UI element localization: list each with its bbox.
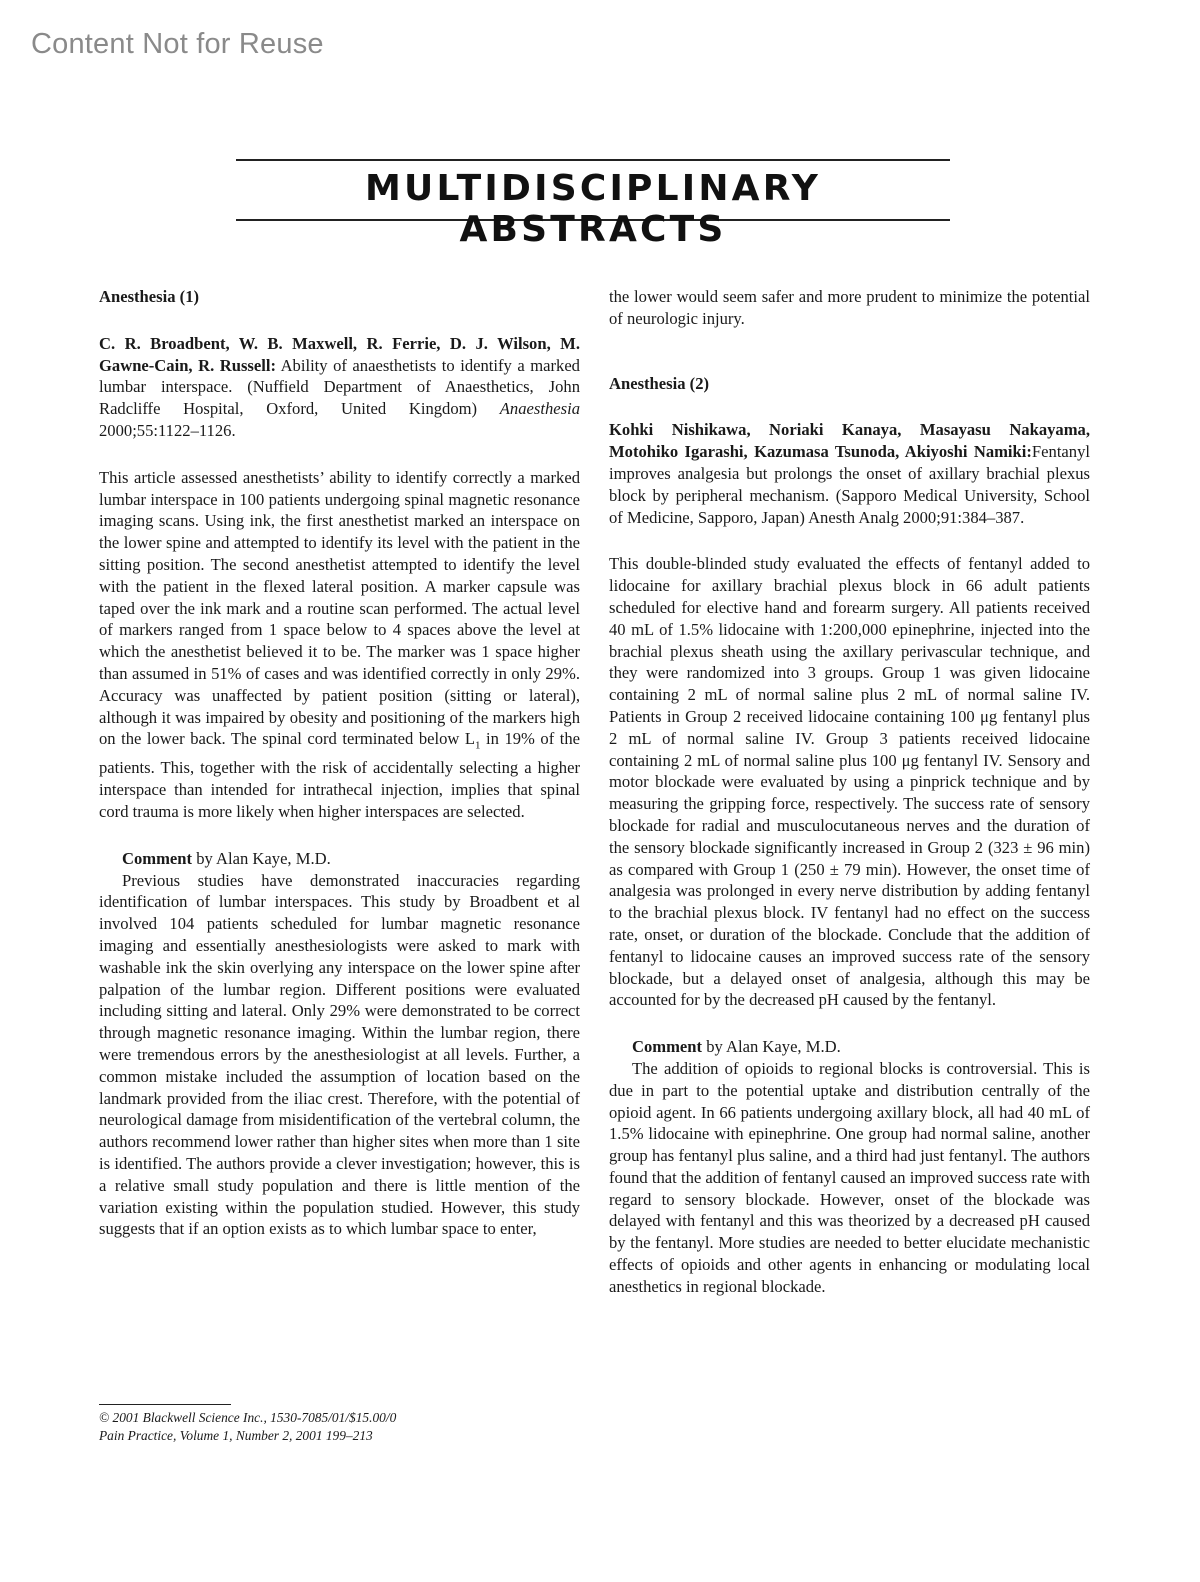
abstract-text-cont: in 19% of the patients. This, together with the risk of accidentally selecting a higher interspace than intended for intrathecal injection, implies that spinal cord trauma is more likely when higher interspaces are selected. (99, 729, 581, 822)
comment-heading (609, 1036, 1090, 1058)
author-list: Kohki Nishikawa, Noriaki Kanaya, Masayasu Nakayama, Motohiko Igarashi, Kazumasa Tsunoda, Akiyoshi Namiki: (609, 420, 1090, 462)
citation (99, 333, 580, 442)
abstract-body: This double-blinded study evaluated the effects of fentanyl added to lidocaine for axillary brachial plexus block in 66 adult patients scheduled for elective hand and forearm surgery. All patients received 40 mL of 1.5% lidocaine with 1:200,000 epinephrine, injected into the brachial plexus sheath using the axillary perivascular technique, and they were randomized into 3 groups. Group 1 was given lidocaine containing 2 mL of normal saline plus 2 mL of normal saline IV. Patients in Group 2 received lidocaine containing 100 μg fentanyl plus 2 mL of normal saline IV. Group 3 patients received lidocaine containing 2 mL of normal saline plus 100 μg fentanyl IV. Sensory and motor blockade were evaluated by using a pinprick technique and by measuring the gripping force, respectively. The success rate of sensory blockade for radial and musculocutaneous nerves and the duration of the sensory blockade significantly increased in Group 2 (323 ± 96 min) as compared with Group 1 (250 ± 79 min). However, the onset time of analgesia was prolonged in every nerve distribution by adding fentanyl to the brachial plexus block. IV fentanyl had no effect on the success rate, onset, or duration of the blockade. Conclude that the addition of fentanyl to lidocaine causes an improved success rate of the sensory blockade, but a delayed onset of analgesia, although this may be accounted for by the decreased pH caused by the fentanyl. (609, 554, 1090, 1010)
footnote-rule (99, 1404, 231, 1405)
section-heading: Anesthesia (1) (99, 287, 200, 306)
comment-heading (99, 848, 580, 870)
author-list: C. R. Broadbent, W. B. Maxwell, R. Ferrie, D. J. Wilson, M. Gawne-Cain, R. Russell: (99, 333, 580, 375)
journal-name: Anaesthesia (499, 399, 580, 419)
comment-label: Comment (122, 848, 193, 868)
citation-text: Ability of anaesthetists to identify a marked lumbar interspace. (Nuffield Department of Anaesthetics, John Radcliffe Hospital, Oxford, United Kingdom) (99, 355, 580, 419)
comment-body: Previous studies have demonstrated inaccuracies regarding identification of lumbar interspaces. This study by Broadbent et al involved 104 patients scheduled for lumbar magnetic resonance imaging and essentially anesthesiologists were asked to mark with washable ink the skin overlying any interspace on the lower spine after palpation of the lumbar region. Different positions were evaluated including sitting and lateral. Only 29% were demonstrated to be correct through magnetic resonance imaging. Within the lumbar region, there were tremendous errors by the anesthesiologist at all levels. Further, a common mistake included the assumption of location based on the landmark provided from the iliac crest. Therefore, with the potential of neurological damage from misidentification of the vertebral column, the authors recommend lower rather than higher sites when more than 1 site is identified. The authors provide a clever investigation; however, this is a relative small study population and there is little mention of the variation existing within the population studied. However, this study suggests that if an option exists as to which lumbar space to enter, (99, 870, 580, 1239)
footnote (99, 1404, 519, 1445)
left-column (99, 286, 580, 1240)
comment-author: by Alan Kaye, M.D. (702, 1037, 841, 1057)
comment-body: The addition of opioids to regional blocks is controversial. This is due in part to the potential uptake and distribution centrally of the opioid agent. In 66 patients undergoing axillary block, all had 40 mL of 1.5% lidocaine with epinephrine. One group had normal saline, another group has fentanyl plus saline, and a third had just fentanyl. The authors found that the addition of fentanyl caused an improved success rate with regard to sensory blockade. However, onset of the blockade was delayed with fentanyl and this was theorized by a decreased pH caused by the fentanyl. More studies are needed to better elucidate mechanistic effects of opioids and other agents in enhancing or modulating local anesthetics in regional blockade. (609, 1058, 1090, 1296)
citation-text: Fentanyl improves analgesia but prolongs the onset of axillary brachial plexus block by peripheral mechanism. (Sapporo Medical University, School of Medicine, Sapporo, Japan) Anesth Analg 2000;91:384–387. (609, 442, 1090, 527)
page-title: MULTIDISCIPLINARY ABSTRACTS (365, 168, 821, 250)
comment-author: by Alan Kaye, M.D. (192, 848, 331, 868)
comment-label: Comment (632, 1037, 703, 1057)
subscript: 1 (475, 739, 481, 752)
copyright-line: © 2001 Blackwell Science Inc., 1530-7085/01/$15.00/0 (99, 1410, 397, 1425)
journal-ref: 2000;55:1122–1126. (99, 420, 236, 440)
citation (609, 419, 1090, 528)
watermark: Content Not for Reuse (31, 28, 324, 60)
section-heading: Anesthesia (2) (609, 373, 710, 393)
abstract-body (99, 467, 580, 823)
title-banner (236, 159, 950, 250)
right-column (609, 286, 1090, 1298)
abstract-text: This article assessed anesthetists’ ability to identify correctly a marked lumbar interspace in 100 patients undergoing spinal magnetic resonance imaging scans. Using ink, the first anesthetist marked an interspace on the lower spine and attempted to identify its level with the patient in the sitting position. The second anesthetist attempted to identify the level with the patient in the flexed lateral position. A marker capsule was taped over the ink mark and a routine scan performed. The actual level of markers ranged from 1 space below to 4 spaces above the level at which the anesthetist believed it to be. The marker was 1 space higher than assumed in 51% of cases and was identified correctly in only 29%. Accuracy was unaffected by patient position (sitting or lateral), although it was impaired by obesity and positioning of the markers high on the lower back. The spinal cord terminated below L (99, 467, 580, 749)
continued-text: the lower would seem safer and more prudent to minimize the potential of neurologic injury. (609, 287, 1090, 328)
journal-line: Pain Practice, Volume 1, Number 2, 2001 199–213 (99, 1428, 373, 1443)
